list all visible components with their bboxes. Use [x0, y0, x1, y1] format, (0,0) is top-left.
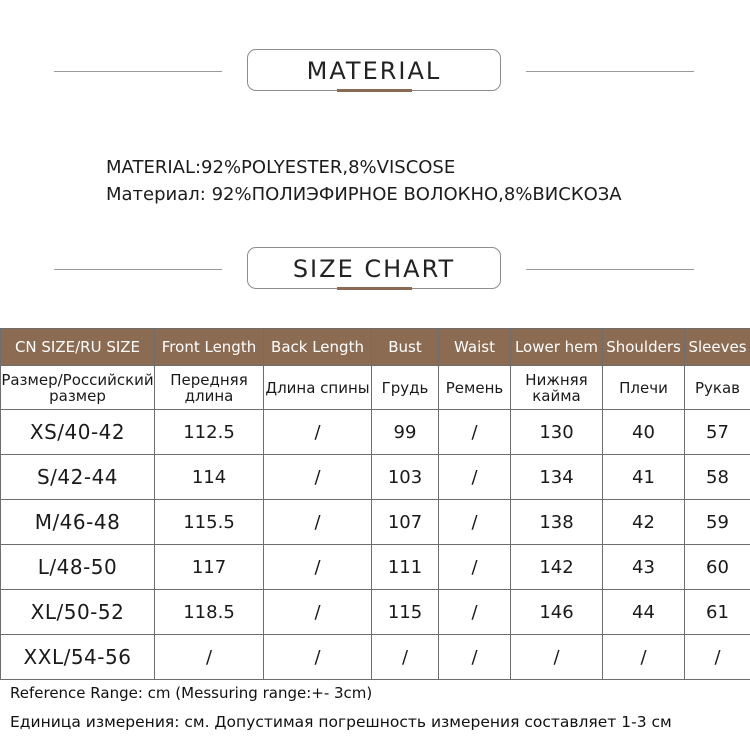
table-cell: 130: [511, 410, 603, 455]
table-row: [1, 590, 750, 635]
size-cell: XXL/54-56: [1, 635, 155, 680]
table-cell: 59: [685, 500, 750, 545]
header-cell-ru: Рукав: [685, 366, 750, 410]
table-cell: 103: [372, 455, 439, 500]
table-cell: 107: [372, 500, 439, 545]
table-cell: 146: [511, 590, 603, 635]
header-cell-ru: Размер/Российский размер: [1, 366, 155, 410]
table-cell: 114: [155, 455, 264, 500]
table-cell: 42: [603, 500, 685, 545]
header-cell-ru: Грудь: [372, 366, 439, 410]
table-cell: /: [603, 635, 685, 680]
table-row: [1, 635, 750, 680]
table-cell: 99: [372, 410, 439, 455]
header-cell-ru: Передняя длина: [155, 366, 264, 410]
table-cell: 58: [685, 455, 750, 500]
reference-range-note-en: Reference Range: cm (Messuring range:+- 3cm): [10, 684, 373, 702]
divider-line-left: [54, 269, 222, 270]
table-cell: 142: [511, 545, 603, 590]
size-cell: L/48-50: [1, 545, 155, 590]
table-cell: 134: [511, 455, 603, 500]
table-cell: /: [439, 635, 511, 680]
material-composition-en: MATERIAL:92%POLYESTER,8%VISCOSE: [106, 157, 456, 178]
table-cell: 40: [603, 410, 685, 455]
table-cell: 41: [603, 455, 685, 500]
header-cell-ru: Плечи: [603, 366, 685, 410]
header-cell-ru: Нижняя кайма: [511, 366, 603, 410]
table-cell: /: [439, 545, 511, 590]
header-cell: Bust: [372, 329, 439, 366]
header-cell-ru: Ремень: [439, 366, 511, 410]
size-cell: M/46-48: [1, 500, 155, 545]
size-chart-title: SIZE CHART: [247, 247, 501, 289]
table-cell: /: [264, 455, 372, 500]
table-cell: 111: [372, 545, 439, 590]
size-chart-section-header: [0, 247, 750, 293]
table-cell: /: [372, 635, 439, 680]
table-cell: /: [511, 635, 603, 680]
table-cell: 60: [685, 545, 750, 590]
table-cell: /: [264, 590, 372, 635]
header-cell: Sleeves: [685, 329, 750, 366]
table-cell: /: [264, 635, 372, 680]
header-cell: CN SIZE/RU SIZE: [1, 329, 155, 366]
title-accent-bar: [337, 89, 412, 92]
divider-line-right: [526, 71, 694, 72]
table-cell: /: [155, 635, 264, 680]
material-composition-ru: Материал: 92%ПОЛИЭФИРНОЕ ВОЛОКНО,8%ВИСКОЗА: [106, 184, 622, 205]
table-cell: /: [439, 500, 511, 545]
header-cell: Waist: [439, 329, 511, 366]
material-title: MATERIAL: [247, 49, 501, 91]
size-cell: S/42-44: [1, 455, 155, 500]
table-cell: 115.5: [155, 500, 264, 545]
table-cell: 44: [603, 590, 685, 635]
table-cell: 117: [155, 545, 264, 590]
table-cell: 61: [685, 590, 750, 635]
header-cell: Shoulders: [603, 329, 685, 366]
divider-line-right: [526, 269, 694, 270]
material-section-header: [0, 49, 750, 95]
header-cell: Back Length: [264, 329, 372, 366]
title-accent-bar: [337, 287, 412, 290]
table-cell: /: [439, 410, 511, 455]
table-cell: /: [264, 545, 372, 590]
table-row: [1, 410, 750, 455]
table-cell: 57: [685, 410, 750, 455]
header-cell-ru: Длина спины: [264, 366, 372, 410]
size-cell: XL/50-52: [1, 590, 155, 635]
table-cell: 115: [372, 590, 439, 635]
table-cell: /: [264, 410, 372, 455]
header-row-ru: [1, 366, 750, 410]
table-row: [1, 455, 750, 500]
table-cell: 43: [603, 545, 685, 590]
header-cell: Lower hem: [511, 329, 603, 366]
size-chart-table: [0, 328, 750, 680]
table-cell: 138: [511, 500, 603, 545]
table-cell: 112.5: [155, 410, 264, 455]
table-cell: /: [264, 500, 372, 545]
reference-range-note-ru: Единица измерения: см. Допустимая погрешность измерения составляет 1-3 см: [10, 713, 672, 731]
table-cell: /: [439, 455, 511, 500]
size-cell: XS/40-42: [1, 410, 155, 455]
header-row-en: [1, 329, 750, 366]
header-cell: Front Length: [155, 329, 264, 366]
divider-line-left: [54, 71, 222, 72]
table-cell: /: [439, 590, 511, 635]
table-row: [1, 545, 750, 590]
table-cell: 118.5: [155, 590, 264, 635]
table-cell: /: [685, 635, 750, 680]
table-row: [1, 500, 750, 545]
